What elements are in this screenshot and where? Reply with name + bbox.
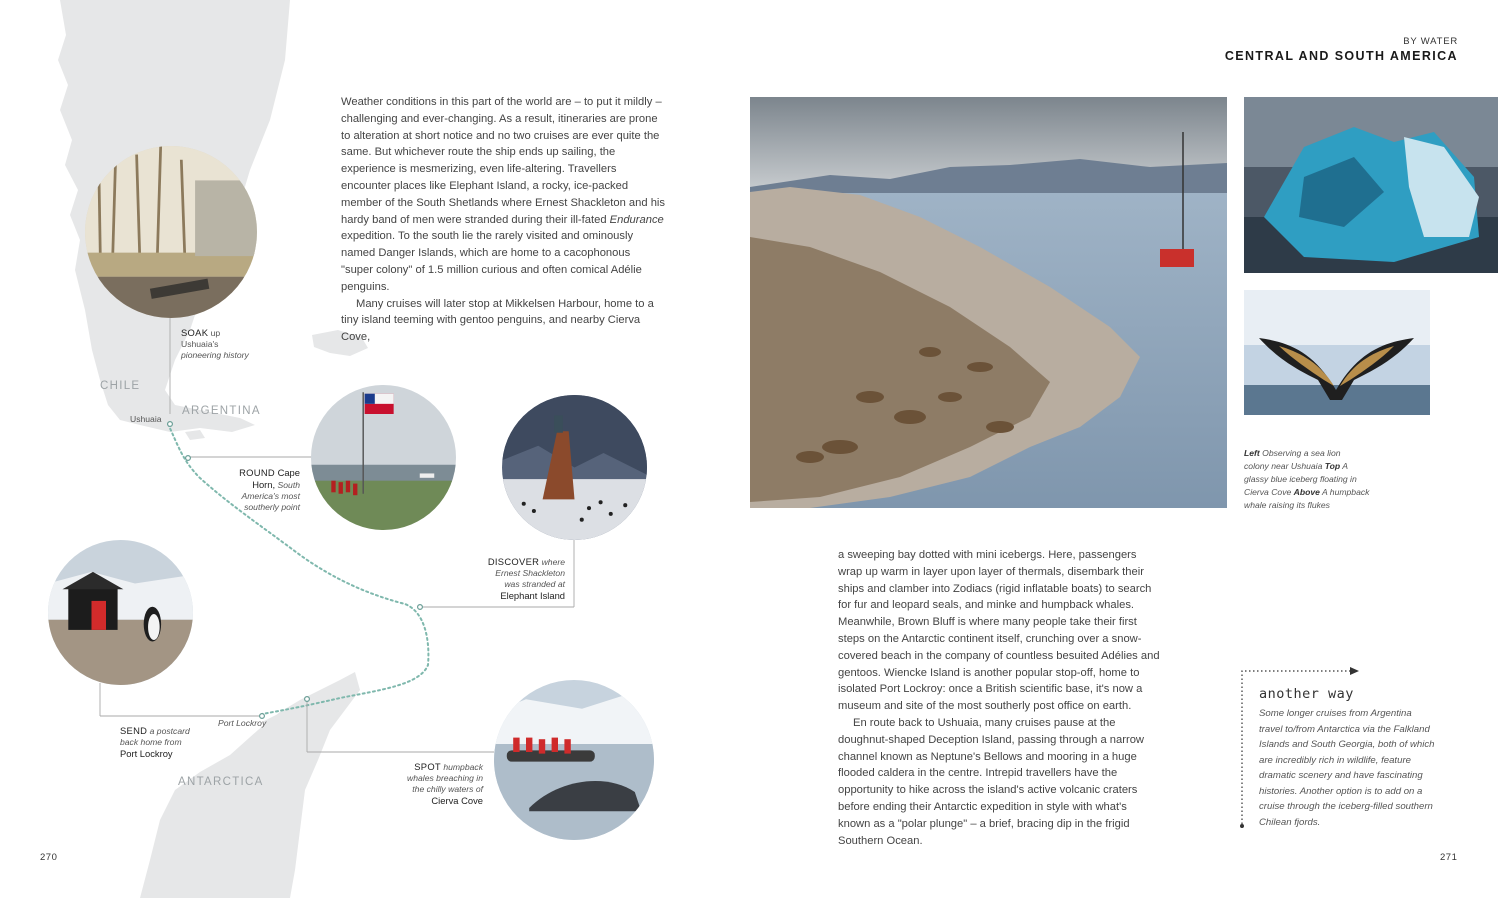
- page-header: [1225, 36, 1458, 63]
- photo-caption: Left Observing a sea lion colony near Ushuaia Top A glassy blue iceberg floating in Cierva Cove Above A humpback whale raising its flukes: [1244, 448, 1370, 510]
- right-body-text: [838, 547, 1160, 849]
- another-way-title: another way: [1259, 686, 1354, 702]
- port-lockroy-photo-circle: [48, 540, 193, 685]
- callout-spot-lead: SPOT: [414, 761, 441, 772]
- map-label-argentina: ARGENTINA: [182, 405, 261, 417]
- callout-discover: DISCOVER where Ernest Shackleton was stranded at Elephant Island: [487, 556, 565, 601]
- right-paragraph-1: a sweeping bay dotted with mini icebergs. Here, passengers wrap up warm in layer upon layer of thermals, disembark their ships and clamber into Zodiacs (rigid inflatable boats) to search for fur and leopard seals, and minke and humpback whales. Meanwhile, Brown Bluff is where many people take their first steps on the Antarctic continent itself, crunching over a snow-covered beach in the company of countless besuited Adélies and gentoos. Wiencke Island is another popular stop-off, home to isolated Port Lockroy: once a British scientific base, it's now a museum and site of the most southerly post office on earth.: [838, 549, 1160, 713]
- left-paragraph-2: Many cruises will later stop at Mikkelsen Harbour, home to a tiny island teeming with gentoo penguins, and nearby Cierva Cove,: [341, 297, 654, 344]
- cape-horn-photo-circle: [311, 385, 456, 530]
- another-way-text: Some longer cruises from Argentina travel to/from Antarctica via the Falkland Islands and South Georgia, both of which are incredibly rich in wildlife, feature dramatic scenery and have fascinating histories. Another option is to add on a cruise through the iceberg-filled southern Chilean fjords.: [1259, 708, 1435, 828]
- whale-tail-photo: [1244, 290, 1430, 415]
- page-number-left: 270: [40, 852, 58, 863]
- caption-label-above: Above: [1293, 487, 1320, 497]
- elephant-island-photo-circle: [502, 395, 647, 540]
- iceberg-photo: [1244, 97, 1498, 273]
- callout-round-lead: ROUND: [239, 467, 275, 478]
- callout-spot: SPOT humpback whales breaching in the chilly waters of Cierva Cove: [407, 761, 483, 806]
- header-category: BY WATER: [1403, 36, 1458, 47]
- left-body-text: [341, 94, 665, 346]
- caption-label-left: Left: [1244, 448, 1260, 458]
- callout-soak: SOAK up Ushuaia's pioneering history: [181, 327, 249, 360]
- callout-soak-lead: SOAK: [181, 327, 209, 338]
- callout-discover-lead: DISCOVER: [487, 556, 540, 567]
- museum-photo-circle: [85, 146, 257, 318]
- another-way-box: [1259, 686, 1437, 830]
- sea-lion-photo: [750, 97, 1227, 508]
- left-paragraph-1: Weather conditions in this part of the world are – to put it mildly – challenging and ever-changing. As a result, itineraries are prone to alteration at short notice and no two cruises are ever quite the same. But whichever route the ship ends up sailing, the experience is mesmerizing, even life-altering. Travellers encounter places like Elephant Island, a rocky, ice-packed member of the South Shetlands where Ernest Shackleton and his hardy band of men were stranded during their ill-fated Endurance expedition. To the south lie the rarely visited and ominously named Danger Islands, which are home to a cacophonous "super colony" of 1.5 million curious and often comical Adélie penguins.: [341, 96, 666, 293]
- caption-label-top: Top: [1324, 461, 1341, 471]
- map-label-chile: CHILE: [100, 380, 141, 392]
- map-label-port-lockroy: Port Lockroy: [218, 718, 267, 728]
- map-label-ushuaia: Ushuaia: [130, 414, 162, 424]
- cierva-cove-photo-circle: [494, 680, 654, 840]
- map-label-antarctica: ANTARCTICA: [178, 776, 264, 788]
- right-paragraph-2: En route back to Ushuaia, many cruises pause at the doughnut-shaped Deception Island, passing through a narrow channel known as Neptune's Bellows and mooring in a huge flooded caldera in the centre. Intrepid travellers have the opportunity to hike across the island's active volcanic craters before ending their Antarctic expedition in style with what's known as a "polar plunge" – a brief, bracing dip in the frigid Southern Ocean.: [838, 716, 1145, 847]
- page-number-right: 271: [1440, 852, 1458, 863]
- callout-send-lead: SEND: [120, 725, 148, 736]
- callout-round: ROUND Cape Horn, South America's most southerly point: [239, 467, 300, 512]
- header-title: CENTRAL AND SOUTH AMERICA: [1224, 49, 1458, 63]
- callout-send: SEND a postcard back home from Port Lockroy: [120, 725, 190, 759]
